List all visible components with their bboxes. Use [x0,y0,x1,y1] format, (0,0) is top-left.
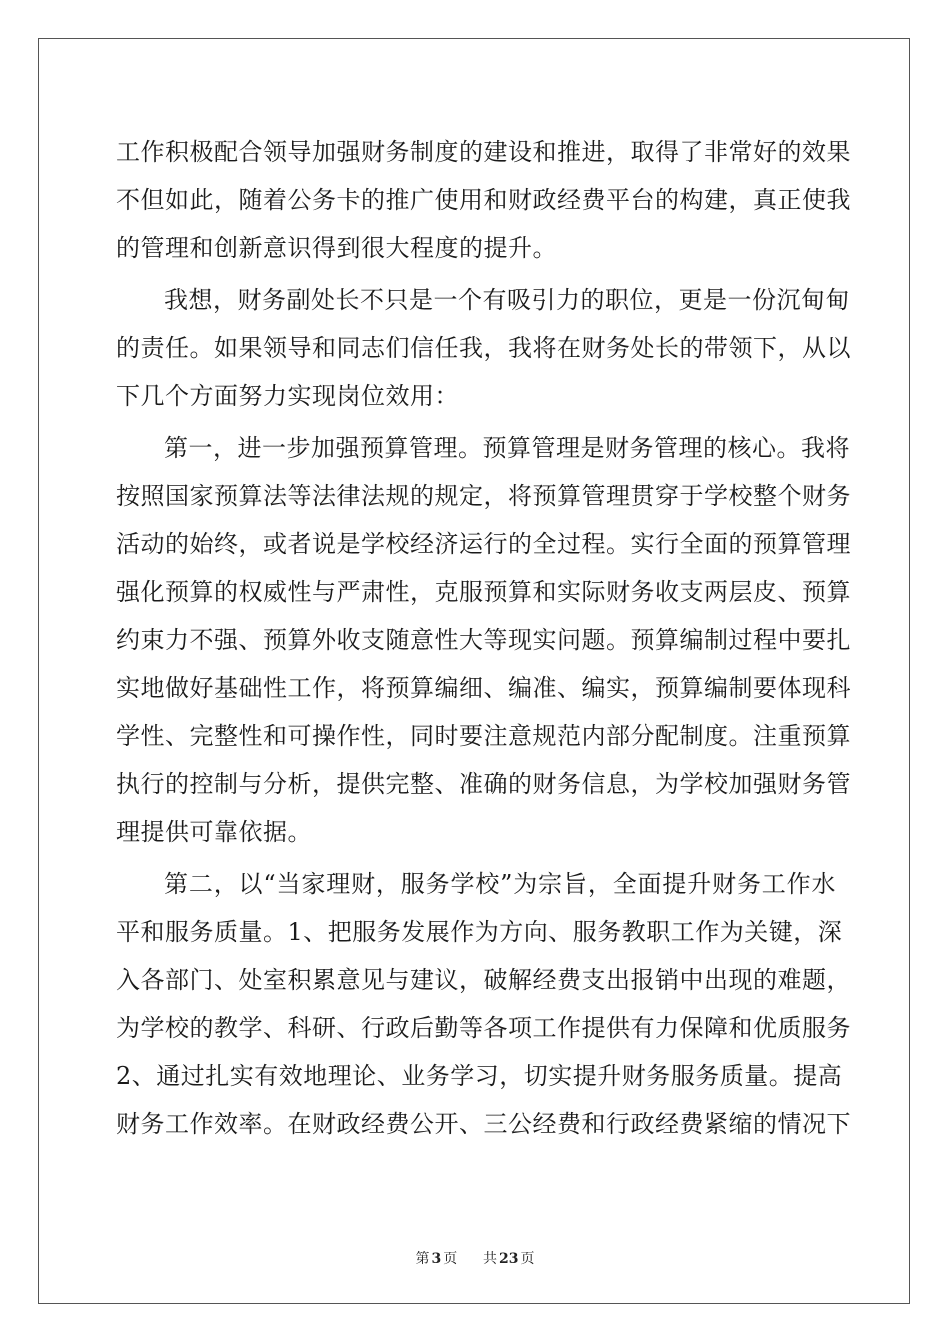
page-suffix: 页 [443,1251,458,1267]
page-indicator [413,1251,459,1267]
text-line: 平和服务质量。1、把服务发展作为方向、服务教职工作为关键，深 [116,918,843,946]
text-line: 按照国家预算法等法律法规的规定，将预算管理贯穿于学校整个财务 [116,482,851,510]
text-line: 的责任。如果领导和同志们信任我，我将在财务处长的带领下，从以 [116,334,851,362]
paragraph [116,128,851,272]
paragraph [116,276,851,420]
text-line: 不但如此，随着公务卡的推广使用和财政经费平台的构建，真正使我 [116,186,851,214]
total-pages-indicator [481,1251,536,1267]
text-line: 财务工作效率。在财政经费公开、三公经费和行政经费紧缩的情况下 [116,1110,851,1138]
text-line: 执行的控制与分析，提供完整、准确的财务信息，为学校加强财务管 [116,770,851,798]
page-footer [0,1248,950,1268]
page-number: 3 [431,1251,442,1267]
text-line: 第二，以“当家理财，服务学校”为宗旨，全面提升财务工作水 [164,870,836,898]
paragraph [116,860,851,1148]
text-line: 理提供可靠依据。 [116,818,312,846]
total-prefix: 共 [483,1251,498,1267]
text-line: 2、通过扎实有效地理论、业务学习，切实提升财务服务质量。提高 [116,1062,843,1090]
page-prefix: 第 [415,1251,430,1267]
text-line: 下几个方面努力实现岗位效用： [116,382,459,410]
paragraph [116,424,851,856]
text-line: 强化预算的权威性与严肃性，克服预算和实际财务收支两层皮、预算 [116,578,851,606]
text-line: 的管理和创新意识得到很大程度的提升。 [116,234,557,262]
text-line: 工作积极配合领导加强财务制度的建设和推进，取得了非常好的效果 [116,138,851,166]
text-line: 为学校的教学、科研、行政后勤等各项工作提供有力保障和优质服务 [116,1014,851,1042]
text-line: 约束力不强、预算外收支随意性大等现实问题。预算编制过程中要扎 [116,626,851,654]
text-line: 实地做好基础性工作，将预算编细、编准、编实，预算编制要体现科 [116,674,851,702]
text-line: 活动的始终，或者说是学校经济运行的全过程。实行全面的预算管理 [116,530,851,558]
document-body [116,128,851,1148]
text-line: 学性、完整性和可操作性，同时要注意规范内部分配制度。注重预算 [116,722,851,750]
total-pages: 23 [499,1251,519,1267]
text-line: 第一，进一步加强预算管理。预算管理是财务管理的核心。我将 [164,434,850,462]
total-suffix: 页 [520,1251,535,1267]
text-line: 入各部门、处室积累意见与建议，破解经费支出报销中出现的难题， [116,966,851,994]
text-line: 我想，财务副处长不只是一个有吸引力的职位，更是一份沉甸甸 [164,286,850,314]
